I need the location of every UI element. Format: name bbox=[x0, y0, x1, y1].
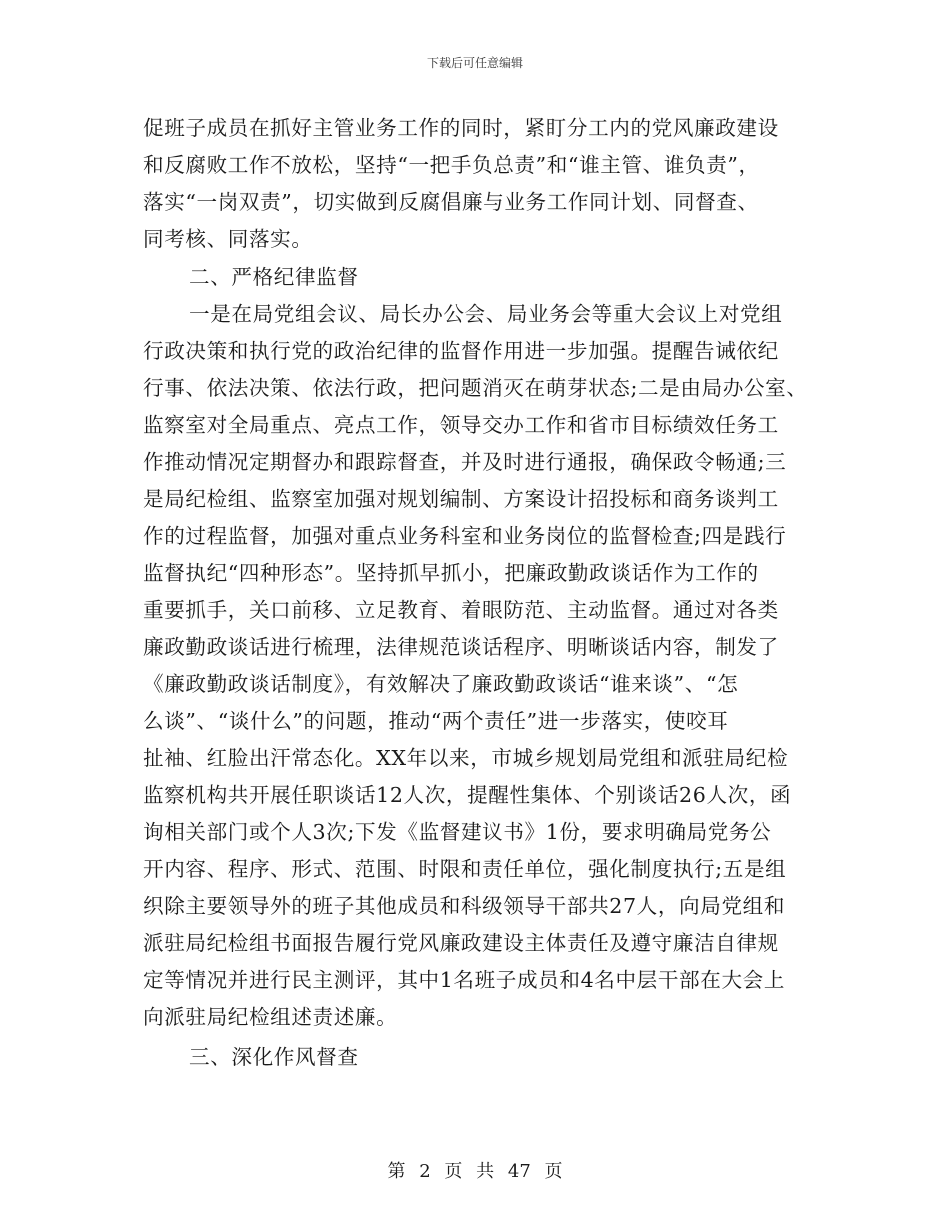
paragraph-line: 开内容、程序、形式、范围、时限和责任单位，强化制度执行;五是组 bbox=[143, 857, 787, 881]
paragraph-line: 扯袖、红脸出汗常态化。XX年以来，市城乡规划局党组和派驻局纪检 bbox=[143, 746, 789, 770]
section-heading: 二、严格纪律监督 bbox=[189, 265, 359, 289]
paragraph-line: 廉政勤政谈话进行梳理，法律规范谈话程序、明晰谈话内容，制发了 bbox=[143, 635, 779, 659]
paragraph-line: 重要抓手，关口前移、立足教育、着眼防范、主动监督。通过对各类 bbox=[143, 598, 779, 622]
page-footer bbox=[0, 1157, 950, 1183]
paragraph-line: 是局纪检组、监察室加强对规划编制、方案设计招投标和商务谈判工 bbox=[143, 487, 779, 511]
current-page-number: 2 bbox=[419, 1161, 431, 1182]
paragraph-line: 《廉政勤政谈话制度》，有效解决了廉政勤政谈话“谁来谈”、“怎 bbox=[143, 672, 739, 696]
paragraph-line: 行事、依法决策、依法行政，把问题消灭在萌芽状态;二是由局办公室、 bbox=[143, 376, 808, 400]
paragraph-line: 向派驻局纪检组述责述廉。 bbox=[143, 1005, 398, 1029]
section-heading: 三、深化作风督查 bbox=[189, 1045, 359, 1069]
footer-total-prefix: 共 bbox=[476, 1161, 495, 1182]
header-note: 下载后可任意编辑 bbox=[426, 56, 523, 70]
paragraph-line: 监察机构共开展任职谈话12人次，提醒性集体、个别谈话26人次，函 bbox=[143, 783, 792, 807]
paragraph-line: 一是在局党组会议、局长办公会、局业务会等重大会议上对党组 bbox=[189, 302, 783, 326]
paragraph-line: 派驻局纪检组书面报告履行党风廉政建设主体责任及遵守廉洁自律规 bbox=[143, 931, 779, 955]
footer-suffix: 页 bbox=[544, 1161, 563, 1182]
paragraph-line: 织除主要领导外的班子其他成员和科级领导干部共27人，向局党组和 bbox=[143, 894, 786, 918]
paragraph-line: 监察室对全局重点、亮点工作，领导交办工作和省市目标绩效任务工 bbox=[143, 413, 779, 437]
paragraph-line: 同考核、同落实。 bbox=[143, 227, 313, 251]
paragraph-line: 么谈”、“谈什么”的问题，推动“两个责任”进一步落实，使咬耳 bbox=[143, 709, 729, 733]
footer-page-label: 页 bbox=[444, 1161, 463, 1182]
paragraph-line: 询相关部门或个人3次;下发《监督建议书》1份，要求明确局党务公 bbox=[143, 820, 772, 844]
total-pages-number: 47 bbox=[507, 1161, 531, 1182]
paragraph-line: 落实“一岗双责”，切实做到反腐倡廉与业务工作同计划、同督查、 bbox=[143, 190, 759, 214]
paragraph-line: 定等情况并进行民主测评，其中1名班子成员和4名中层干部在大会上 bbox=[143, 968, 786, 992]
paragraph-line: 和反腐败工作不放松，坚持“一把手负总责”和“谁主管、谁负责”， bbox=[143, 153, 760, 177]
paragraph-line: 行政决策和执行党的政治纪律的监督作用进一步加强。提醒告诫依纪 bbox=[143, 339, 779, 363]
paragraph-line: 促班子成员在抓好主管业务工作的同时，紧盯分工内的党风廉政建设 bbox=[143, 116, 779, 140]
paragraph-line: 作的过程监督，加强对重点业务科室和业务岗位的监督检查;四是践行 bbox=[143, 524, 787, 548]
paragraph-line: 监督执纪“四种形态”。坚持抓早抓小，把廉政勤政谈话作为工作的 bbox=[143, 561, 759, 585]
paragraph-line: 作推动情况定期督办和跟踪督查，并及时进行通报，确保政令畅通;三 bbox=[143, 450, 787, 474]
footer-prefix: 第 bbox=[387, 1161, 406, 1182]
